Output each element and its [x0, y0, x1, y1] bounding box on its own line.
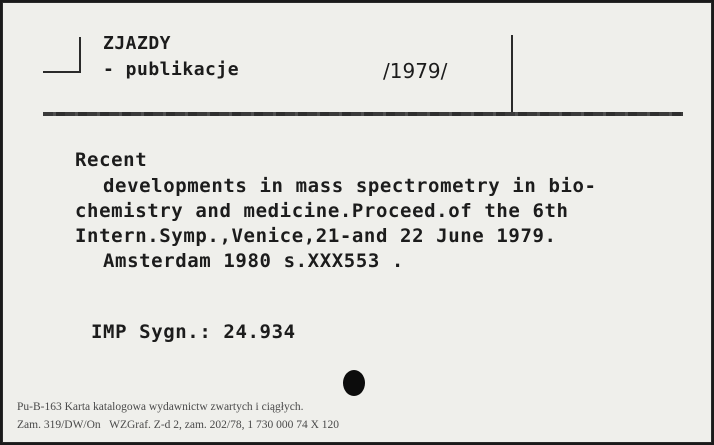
- header-divider-vertical: [511, 35, 513, 115]
- header-divider-horizontal: [43, 112, 683, 116]
- corner-mark-vertical: [79, 37, 81, 73]
- punch-hole: [343, 370, 365, 396]
- subcategory-heading: - publikacje: [103, 59, 240, 80]
- entry-line-2: developments in mass spectrometry in bio-: [103, 175, 597, 197]
- footer-line-2: Zam. 319/DW/On WZGraf. Z-d 2, zam. 202/78, 1 730 000 74 X 120: [17, 419, 340, 431]
- entry-line-1: Recent: [75, 149, 148, 171]
- corner-mark-horizontal: [43, 71, 81, 73]
- category-heading: ZJAZDY: [103, 33, 172, 54]
- entry-line-3: chemistry and medicine.Proceed.of the 6th: [75, 200, 569, 222]
- footer-line-1: Pu-B-163 Karta katalogowa wydawnictw zwartych i ciągłych.: [17, 401, 304, 413]
- entry-line-4: Intern.Symp.,Venice,21-and 22 June 1979.: [75, 225, 557, 247]
- catalog-card: [2, 2, 712, 443]
- year-label: /1979/: [383, 59, 448, 83]
- entry-line-5: Amsterdam 1980 s.XXX553 .: [103, 250, 404, 272]
- signature-number: IMP Sygn.: 24.934: [91, 321, 296, 343]
